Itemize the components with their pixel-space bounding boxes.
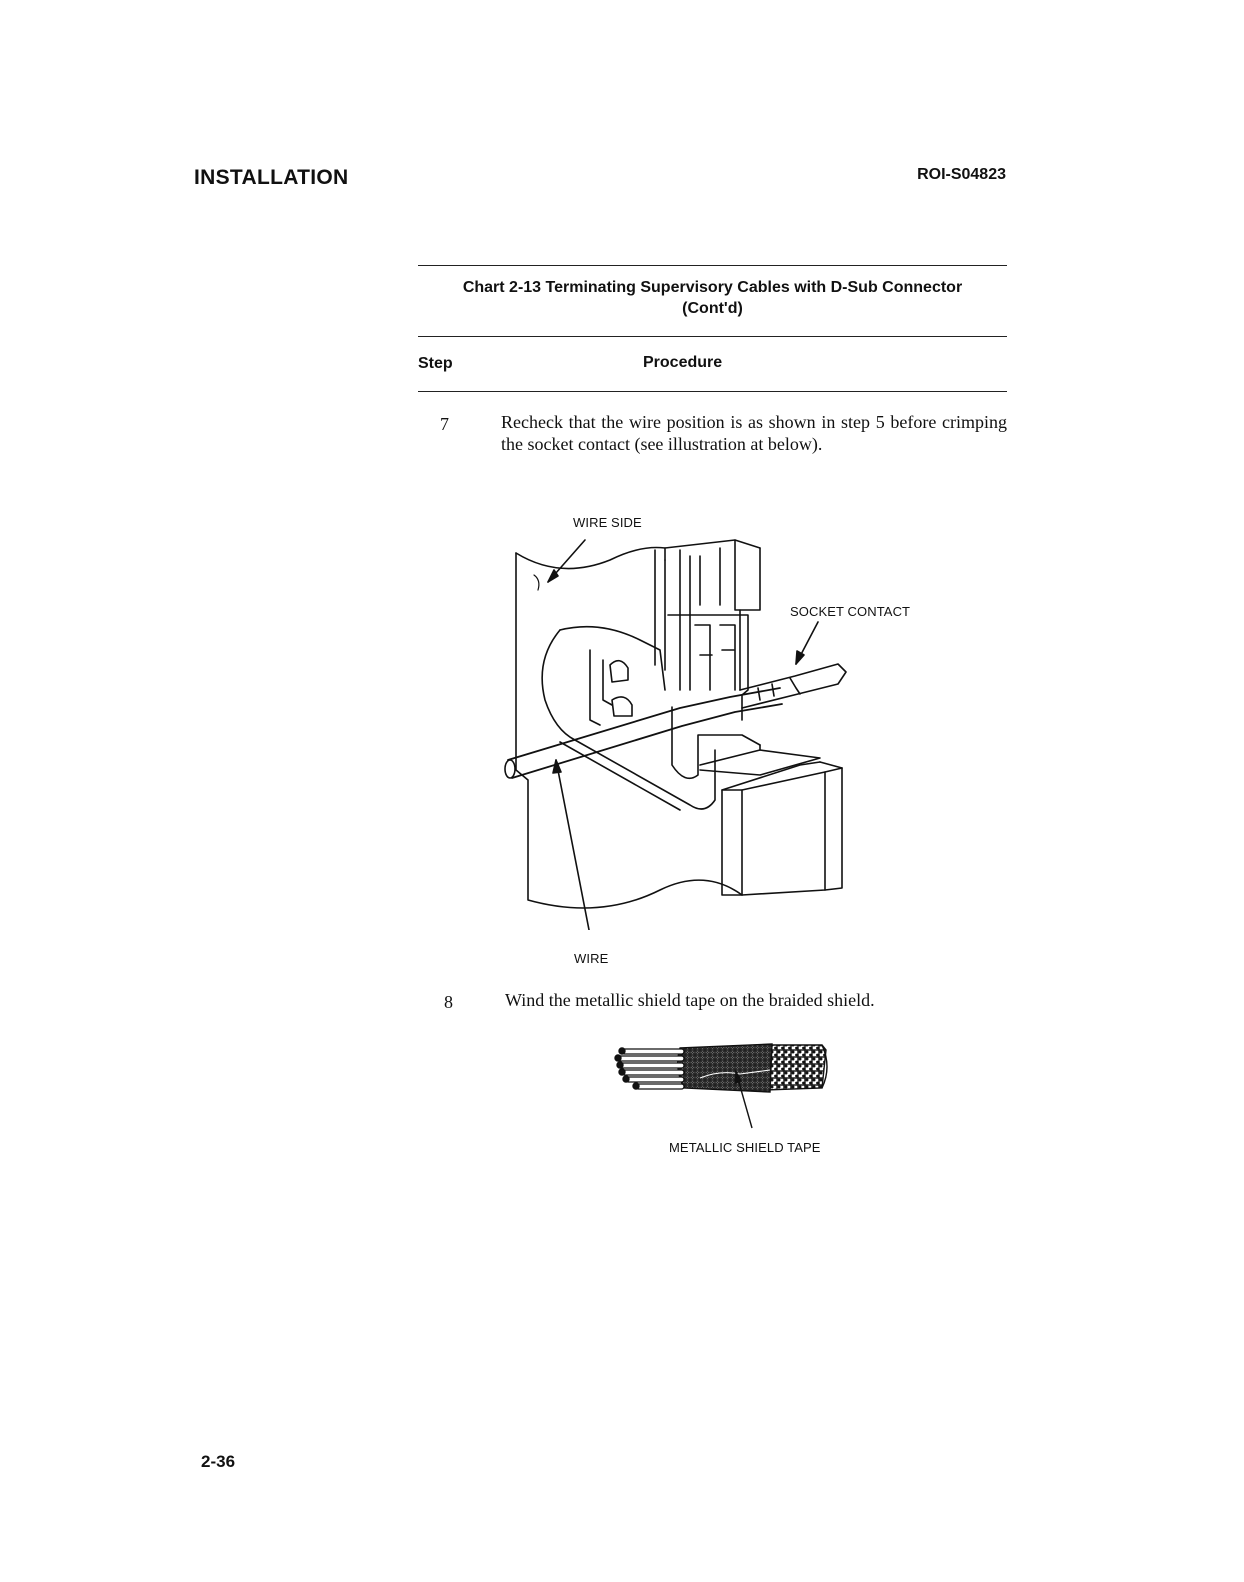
page-number: 2-36 [201, 1452, 236, 1471]
step-7-number: 7 [440, 414, 449, 434]
column-header-procedure: Procedure [643, 354, 723, 371]
step-7-text: Recheck that the wire position is as shown in step 5 before crimping the socket contact (see illustration at below). [501, 412, 1007, 454]
crimp-tool-illustration [495, 530, 855, 930]
callout-wire: WIRE [574, 951, 609, 966]
document-id: ROI-S04823 [917, 166, 1006, 183]
chart-top-rule [418, 265, 1007, 266]
callout-metallic-shield-tape: METALLIC SHIELD TAPE [669, 1140, 821, 1155]
chart-title [418, 277, 1007, 319]
step-8-text: Wind the metallic shield tape on the braided shield. [505, 990, 875, 1010]
step-8-number: 8 [444, 992, 453, 1012]
chart-title-line1: Chart 2-13 Terminating Supervisory Cables with D-Sub Connector [462, 279, 963, 296]
chart-column-rule [418, 391, 1007, 392]
shielded-cable-illustration [610, 1035, 840, 1135]
section-title: INSTALLATION [194, 166, 349, 189]
callout-wire-side: WIRE SIDE [573, 515, 642, 530]
callout-socket-contact: SOCKET CONTACT [790, 604, 911, 619]
column-header-step: Step [418, 355, 453, 372]
chart-header-rule [418, 336, 1007, 337]
chart-title-line2: (Cont'd) [682, 300, 743, 317]
